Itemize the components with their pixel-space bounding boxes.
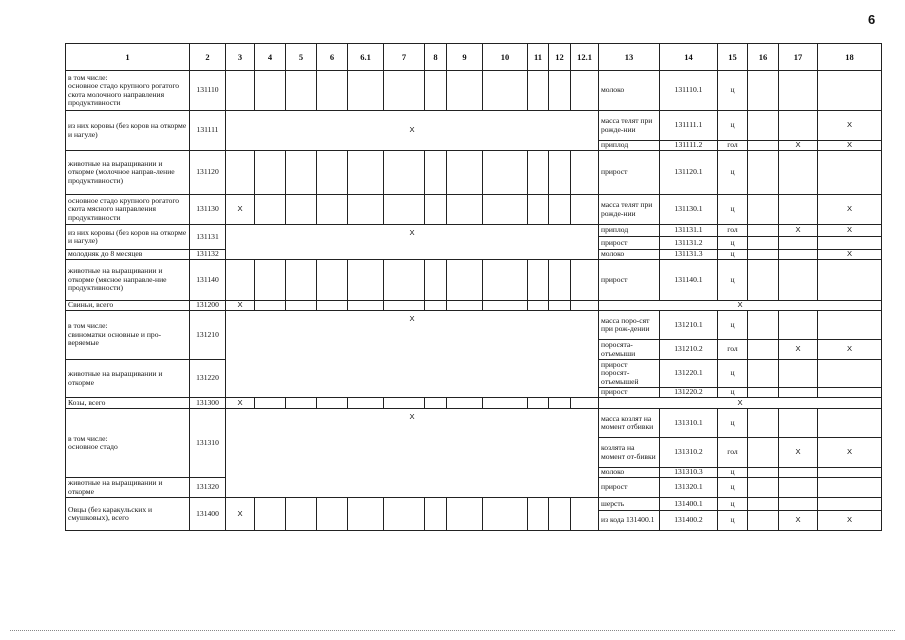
row-code: 131400 bbox=[190, 498, 226, 531]
row-code: 131300 bbox=[190, 398, 226, 409]
unit: ц bbox=[718, 195, 748, 225]
unit: гол bbox=[718, 141, 748, 151]
indicator: масса телят при рожде-нии bbox=[599, 195, 660, 225]
row-name: животные на выращивании и откорме bbox=[66, 478, 190, 498]
indicator: прирост bbox=[599, 237, 660, 250]
indicator-code: 131210.2 bbox=[660, 340, 718, 360]
indicator: козлята на момент от-бивки bbox=[599, 438, 660, 468]
unit: ц bbox=[718, 511, 748, 531]
cross-mark: X bbox=[818, 511, 882, 531]
col-17: 17 bbox=[779, 44, 818, 71]
row-code: 131310 bbox=[190, 409, 226, 478]
row-name: животные на выращивании и откорме (мясное направле-ние продуктивности) bbox=[66, 260, 190, 301]
row-name: из них коровы (без коров на откорме и нагуле) bbox=[66, 111, 190, 151]
indicator: прирост поросят-отъемышей bbox=[599, 360, 660, 388]
col-5: 5 bbox=[286, 44, 317, 71]
unit: ц bbox=[718, 151, 748, 195]
row-name: в том числе: свиноматки основные и про-веряемые bbox=[66, 311, 190, 360]
indicator: приплод bbox=[599, 141, 660, 151]
col-1: 1 bbox=[66, 44, 190, 71]
cross-mark: X bbox=[818, 225, 882, 237]
indicator: прирост bbox=[599, 260, 660, 301]
col-16: 16 bbox=[748, 44, 779, 71]
indicator-code: 131220.1 bbox=[660, 360, 718, 388]
col-13: 13 bbox=[599, 44, 660, 71]
row-code: 131120 bbox=[190, 151, 226, 195]
table-row bbox=[66, 398, 882, 409]
row-name: в том числе: основное стадо bbox=[66, 409, 190, 478]
indicator: масса поро-сят при рож-дении bbox=[599, 311, 660, 340]
indicator: прирост bbox=[599, 478, 660, 498]
indicator-code: 131110.1 bbox=[660, 71, 718, 111]
cross-mark: X bbox=[226, 111, 599, 151]
row-code: 131131 bbox=[190, 225, 226, 250]
row-code: 131130 bbox=[190, 195, 226, 225]
cross-mark: X bbox=[779, 438, 818, 468]
col-12: 12 bbox=[549, 44, 571, 71]
table-row bbox=[66, 195, 882, 225]
indicator-code: 131140.1 bbox=[660, 260, 718, 301]
indicator: молоко bbox=[599, 71, 660, 111]
cross-mark: X bbox=[779, 511, 818, 531]
row-name: в том числе: основное стадо крупного рогатого скота молочного направления продуктивности bbox=[66, 71, 190, 111]
cross-mark: X bbox=[818, 340, 882, 360]
indicator-code: 131320.1 bbox=[660, 478, 718, 498]
col-11: 11 bbox=[528, 44, 549, 71]
row-code: 131110 bbox=[190, 71, 226, 111]
indicator-code: 131130.1 bbox=[660, 195, 718, 225]
indicator: прирост bbox=[599, 151, 660, 195]
cross-mark: X bbox=[226, 301, 255, 311]
indicator-code: 131400.2 bbox=[660, 511, 718, 531]
cross-mark: X bbox=[599, 301, 882, 311]
unit: ц bbox=[718, 468, 748, 478]
indicator-code: 131210.1 bbox=[660, 311, 718, 340]
indicator-code: 131131.3 bbox=[660, 250, 718, 260]
col-4: 4 bbox=[255, 44, 286, 71]
cross-mark: X bbox=[779, 141, 818, 151]
col-2: 2 bbox=[190, 44, 226, 71]
unit: ц bbox=[718, 478, 748, 498]
table-row bbox=[66, 71, 882, 111]
table-row bbox=[66, 301, 882, 311]
page-number: 6 bbox=[868, 12, 876, 27]
table-row bbox=[66, 409, 882, 438]
row-name: из них коровы (без коров на откорме и нагуле) bbox=[66, 225, 190, 250]
row-name: Козы, всего bbox=[66, 398, 190, 409]
cross-mark: X bbox=[818, 250, 882, 260]
indicator: поросята-отъемыши bbox=[599, 340, 660, 360]
col-14: 14 bbox=[660, 44, 718, 71]
row-name: молодняк до 8 месяцев bbox=[66, 250, 190, 260]
cross-mark: X bbox=[599, 398, 882, 409]
cross-mark: X bbox=[226, 409, 599, 498]
cross-mark: X bbox=[779, 340, 818, 360]
unit: ц bbox=[718, 311, 748, 340]
indicator-code: 131111.2 bbox=[660, 141, 718, 151]
col-10: 10 bbox=[483, 44, 528, 71]
col-18: 18 bbox=[818, 44, 882, 71]
row-code: 131132 bbox=[190, 250, 226, 260]
indicator-code: 131310.2 bbox=[660, 438, 718, 468]
col-6: 6 bbox=[317, 44, 348, 71]
unit: ц bbox=[718, 498, 748, 511]
indicator: молоко bbox=[599, 250, 660, 260]
row-name: животные на выращивании и откорме (молочное направ-ление продуктивности) bbox=[66, 151, 190, 195]
indicator: приплод bbox=[599, 225, 660, 237]
indicator: масса телят при рожде-нии bbox=[599, 111, 660, 141]
table-row bbox=[66, 260, 882, 301]
table-row bbox=[66, 311, 882, 340]
indicator-code: 131310.1 bbox=[660, 409, 718, 438]
row-name: основное стадо крупного рогатого скота мясного направления продуктивности bbox=[66, 195, 190, 225]
row-code: 131111 bbox=[190, 111, 226, 151]
unit: ц bbox=[718, 388, 748, 398]
cross-mark: X bbox=[779, 225, 818, 237]
row-code: 131140 bbox=[190, 260, 226, 301]
cross-mark: X bbox=[226, 311, 599, 398]
cross-mark: X bbox=[226, 398, 255, 409]
col-12-1: 12.1 bbox=[571, 44, 599, 71]
footer-rule bbox=[10, 630, 895, 631]
table-row bbox=[66, 111, 882, 141]
indicator: масса козлят на момент отбивки bbox=[599, 409, 660, 438]
unit: ц bbox=[718, 409, 748, 438]
cross-mark: X bbox=[226, 498, 255, 531]
row-code: 131210 bbox=[190, 311, 226, 360]
unit: ц bbox=[718, 71, 748, 111]
unit: ц bbox=[718, 250, 748, 260]
indicator: прирост bbox=[599, 388, 660, 398]
cross-mark: X bbox=[226, 225, 599, 260]
table-row bbox=[66, 225, 882, 237]
table-row bbox=[66, 498, 882, 511]
unit: ц bbox=[718, 360, 748, 388]
col-3: 3 bbox=[226, 44, 255, 71]
col-15: 15 bbox=[718, 44, 748, 71]
indicator-code: 131131.2 bbox=[660, 237, 718, 250]
col-8: 8 bbox=[425, 44, 447, 71]
row-name: Овцы (без каракульских и смушковых), всего bbox=[66, 498, 190, 531]
column-header-row bbox=[66, 44, 882, 71]
indicator-code: 131131.1 bbox=[660, 225, 718, 237]
table-row bbox=[66, 151, 882, 195]
row-name: животные на выращивании и откорме bbox=[66, 360, 190, 398]
indicator: шерсть bbox=[599, 498, 660, 511]
cross-mark: X bbox=[818, 141, 882, 151]
cross-mark: X bbox=[818, 195, 882, 225]
unit: гол bbox=[718, 438, 748, 468]
row-code: 131320 bbox=[190, 478, 226, 498]
cross-mark: X bbox=[226, 195, 255, 225]
row-code: 131220 bbox=[190, 360, 226, 398]
unit: гол bbox=[718, 340, 748, 360]
unit: гол bbox=[718, 225, 748, 237]
row-code: 131200 bbox=[190, 301, 226, 311]
indicator-code: 131111.1 bbox=[660, 111, 718, 141]
indicator-code: 131310.3 bbox=[660, 468, 718, 478]
col-6-1: 6.1 bbox=[348, 44, 384, 71]
livestock-table bbox=[65, 43, 882, 531]
col-9: 9 bbox=[447, 44, 483, 71]
col-7: 7 bbox=[384, 44, 425, 71]
indicator-code: 131220.2 bbox=[660, 388, 718, 398]
cross-mark: X bbox=[818, 111, 882, 141]
unit: ц bbox=[718, 260, 748, 301]
unit: ц bbox=[718, 237, 748, 250]
unit: ц bbox=[718, 111, 748, 141]
indicator-code: 131120.1 bbox=[660, 151, 718, 195]
indicator: молоко bbox=[599, 468, 660, 478]
cross-mark: X bbox=[818, 438, 882, 468]
indicator: из кода 131400.1 bbox=[599, 511, 660, 531]
row-name: Свиньи, всего bbox=[66, 301, 190, 311]
indicator-code: 131400.1 bbox=[660, 498, 718, 511]
